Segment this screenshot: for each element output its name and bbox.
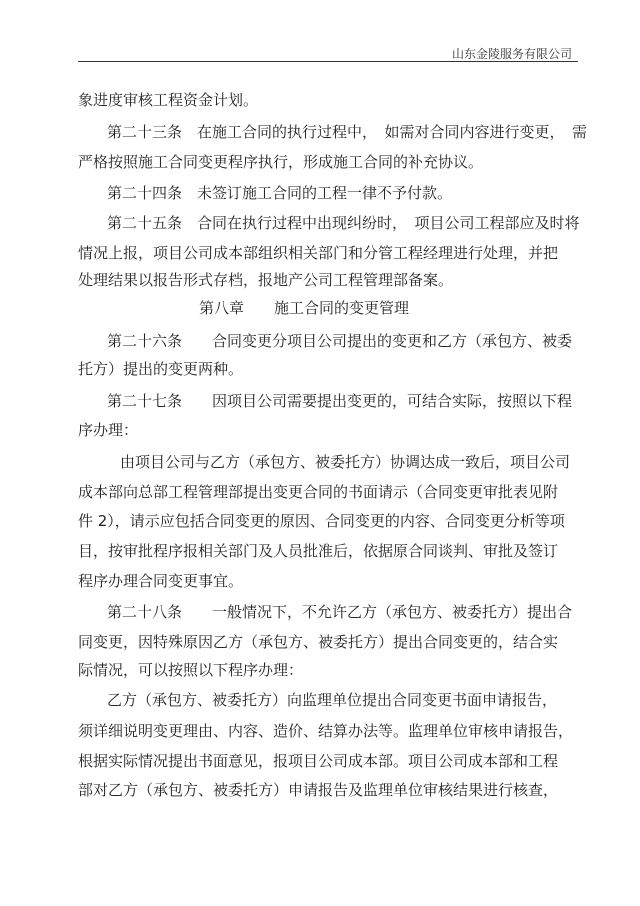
text-line: 象进度审核工程资金计划。: [78, 91, 259, 109]
text-line: 程序办理合同变更事宜。: [78, 572, 244, 590]
text-line: 序办理：: [78, 421, 139, 439]
text-line: 托方）提出的变更两种。: [78, 360, 244, 378]
text-line: 处理结果以报告形式存档，报地产公司工程管理部备案。: [78, 271, 454, 289]
text-line: 目，按审批程序报相关部门及人员批准后，依据原合同谈判、审批及签订: [78, 542, 559, 560]
text-line: 乙方（承包方、被委托方）向监理单位提出合同变更书面申请报告，: [107, 691, 558, 709]
text-line: 第二十六条 合同变更分项目公司提出的变更和乙方（承包方、被委: [107, 332, 573, 350]
text-line: 严格按照施工合同变更程序执行，形成施工合同的补充协议。: [78, 153, 484, 171]
text-line: 第二十三条 在施工合同的执行过程中， 如需对合同内容进行变更， 需: [107, 123, 588, 141]
text-line: 根据实际情况提出书面意见，报项目公司成本部。项目公司成本部和工程: [78, 752, 559, 770]
text-line: 情况上报，项目公司成本部组织相关部门和分管工程经理进行处理，并把: [78, 244, 559, 262]
text-line: 须详细说明变更理由、内容、造价、结算办法等。监理单位审核申请报告，: [78, 722, 574, 740]
text-line: 件 2），请示应包括合同变更的原因、合同变更的内容、合同变更分析等项: [78, 512, 565, 530]
text-line: 际情况，可以按照以下程序办理：: [78, 661, 304, 679]
text-line: 第二十五条 合同在执行过程中出现纠纷时， 项目公司工程部应及时将: [107, 214, 580, 232]
text-line: 部对乙方（承包方、被委托方）申请报告及监理单位审核结果进行核查，: [78, 781, 559, 799]
text-line: 第二十四条 未签订施工合同的工程一律不予付款。: [107, 184, 453, 202]
text-line: 第二十七条 因项目公司需要提出变更的，可结合实际，按照以下程: [107, 392, 573, 410]
text-line: 同变更，因特殊原因乙方（承包方、被委托方）提出合同变更的，结合实: [78, 633, 559, 651]
chapter-heading: 第八章 施工合同的变更管理: [199, 299, 410, 317]
text-line: 成本部向总部工程管理部提出变更合同的书面请示（合同变更审批表见附: [78, 483, 559, 501]
text-line: 第二十八条 一般情况下，不允许乙方（承包方、被委托方）提出合: [107, 603, 573, 621]
header-company-name: 山东金陵服务有限公司: [451, 47, 572, 61]
text-line: 由项目公司与乙方（承包方、被委托方）协调达成一致后，项目公司: [120, 453, 571, 471]
